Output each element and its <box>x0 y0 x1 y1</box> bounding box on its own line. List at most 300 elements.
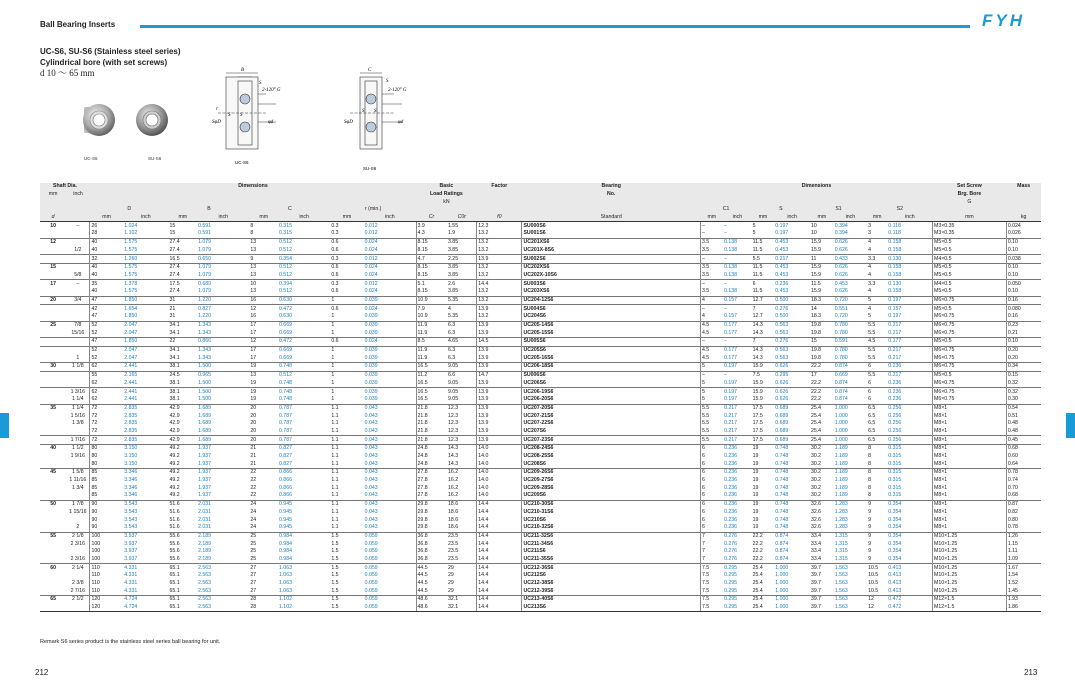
table-cell: 18.3 <box>810 313 822 320</box>
table-cell: 6 <box>867 363 887 372</box>
table-cell: 4 <box>447 305 477 313</box>
table-cell: 4.5 <box>700 329 723 337</box>
table-cell: 3.937 <box>124 540 138 547</box>
table-cell: 47 <box>90 338 123 347</box>
table-cell: 33.4 <box>810 548 822 555</box>
table-cell: 5 <box>700 388 723 396</box>
bearing-photos <box>82 101 182 153</box>
hdr-setscrew: Set Screw <box>933 183 1007 191</box>
table-cell: 3.9 <box>416 222 447 230</box>
table-cell: 62 <box>90 380 123 388</box>
uc-s6-drawing <box>210 66 310 166</box>
table-cell: 1.283 <box>834 524 848 531</box>
table-cell: 7.5 <box>700 596 723 604</box>
table-cell <box>66 338 90 347</box>
table-cell: M8×1 <box>933 453 1007 461</box>
table-cell: 0.413 <box>888 580 902 587</box>
hdr-D: D <box>90 206 169 214</box>
table-row <box>40 255 1041 264</box>
table-cell: 8 <box>249 222 278 230</box>
table-cell: 30.2 <box>810 469 834 477</box>
table-cell: 15.9 <box>752 363 775 372</box>
table-cell: 0.866 <box>278 492 292 499</box>
table-cell: 1.563 <box>834 572 848 579</box>
table-cell: M8×1 <box>933 524 1007 532</box>
table-cell: 0.024 <box>364 305 416 313</box>
table-cell: 0.059 <box>364 596 416 604</box>
table-cell: 1 <box>331 354 335 361</box>
table-cell: 0.039 <box>364 396 378 403</box>
table-cell: 0.158 <box>888 271 902 278</box>
table-cell: 0.236 <box>724 508 738 515</box>
table-cell: 72 <box>90 436 123 445</box>
hdr-brg: Brg. Bore <box>933 191 1007 199</box>
bearing-number: UC201XS6 <box>522 238 701 246</box>
hdr-cr: Cr <box>416 214 447 222</box>
table-cell: 1.283 <box>834 516 848 523</box>
table-row <box>40 313 1041 321</box>
bearing-number: UC205-16S6 <box>522 354 701 362</box>
bearing-number: UC202XS6 <box>522 263 701 271</box>
table-cell: 12.7 <box>752 296 775 305</box>
table-cell: 55.6 <box>169 540 180 547</box>
table-cell: 13.9 <box>477 396 522 404</box>
table-cell: 25 <box>250 548 257 555</box>
bearing-number: UC206-18S6 <box>522 363 701 372</box>
table-cell: 0.512 <box>278 371 330 379</box>
table-cell: 1 <box>331 329 335 336</box>
table-cell: 0.80 <box>1006 516 1041 524</box>
table-cell: 1.689 <box>197 436 249 445</box>
table-cell: 16.2 <box>447 492 459 499</box>
table-cell: 55.6 <box>169 555 180 562</box>
table-cell: 0.217 <box>724 427 738 434</box>
table-cell: 15 <box>169 230 176 237</box>
table-cell: 1.937 <box>197 445 249 453</box>
table-cell: 1.1 <box>331 453 339 460</box>
table-cell: 1.189 <box>834 460 848 467</box>
table-cell: M8×1 <box>933 436 1007 445</box>
table-cell: 100 <box>90 548 123 556</box>
table-cell: 4.724 <box>123 604 168 612</box>
table-cell: 2.835 <box>124 420 138 427</box>
table-cell: 27.8 <box>416 477 447 485</box>
table-cell: 1.937 <box>198 460 212 467</box>
table-cell: 1.315 <box>834 555 848 562</box>
table-row <box>40 305 1041 313</box>
table-cell: 18.3 <box>810 296 834 305</box>
table-cell: 13 <box>250 246 257 253</box>
table-cell: 2.835 <box>123 404 168 412</box>
table-cell: 0.197 <box>775 230 789 237</box>
hdr-c0r: C0r <box>447 214 477 222</box>
table-cell: 0.354 <box>888 508 902 515</box>
table-cell: 2.031 <box>198 524 212 531</box>
table-cell: 0.15 <box>1006 371 1041 379</box>
table-cell: 19.8 <box>810 321 834 329</box>
table-cell: 35 <box>90 280 123 288</box>
table-cell: M8×1 <box>933 404 1007 412</box>
table-cell: 1.575 <box>124 246 138 253</box>
table-cell: 3.346 <box>123 469 168 477</box>
table-cell: 0.059 <box>364 564 416 572</box>
hdr-mass: Mass <box>1006 183 1041 191</box>
table-row <box>40 469 1041 477</box>
table-cell: 1.000 <box>774 596 810 604</box>
table-cell: 5.1 <box>416 280 447 288</box>
table-cell <box>40 396 66 404</box>
table-row <box>40 484 1041 492</box>
table-row <box>40 230 1041 238</box>
uc-s6-photo <box>83 104 115 136</box>
table-cell: 0.059 <box>364 580 378 587</box>
table-cell: 2.563 <box>197 596 249 604</box>
table-cell: 90 <box>90 524 123 532</box>
table-row <box>40 363 1041 372</box>
table-cell: 0.217 <box>888 329 902 336</box>
table-cell: 8.15 <box>416 247 447 255</box>
table-cell: 0.024 <box>364 338 416 347</box>
dim-angle-su: 2-120° G <box>388 88 407 93</box>
table-cell: 48.6 <box>416 604 447 612</box>
table-cell: M4×0.5 <box>933 280 1007 288</box>
table-cell: M10×1.25 <box>933 580 1007 588</box>
table-cell <box>40 371 66 379</box>
table-cell: 1.937 <box>198 484 212 491</box>
table-cell: 72 <box>90 404 123 412</box>
table-cell: 0.236 <box>774 280 810 288</box>
table-cell: 9 <box>868 548 871 555</box>
table-cell: M8×1 <box>933 500 1007 508</box>
table-cell: 72 <box>90 420 123 428</box>
table-cell: 5/8 <box>74 271 82 278</box>
table-cell: 1 3/8 <box>72 420 84 427</box>
table-cell: 25 <box>40 321 66 329</box>
table-cell: 8.15 <box>416 288 447 296</box>
table-cell: 23.5 <box>447 548 459 555</box>
table-cell: M12×1.5 <box>933 604 1007 612</box>
table-cell: 13.9 <box>477 305 522 313</box>
table-cell: 55 <box>40 532 66 540</box>
table-cell: 24 <box>250 524 257 531</box>
table-cell: 2.031 <box>197 500 249 508</box>
table-cell: 2.563 <box>198 572 212 579</box>
table-cell: 7 <box>752 305 775 313</box>
table-cell: 40 <box>90 247 123 255</box>
table-cell: 3.5 <box>700 238 723 246</box>
bearing-number: UC206S6 <box>522 380 701 388</box>
hdr-shaft: Shaft Dia. <box>40 183 90 191</box>
table-cell: 25.4 <box>810 427 822 434</box>
table-cell: 1.575 <box>123 263 168 271</box>
table-cell: 0.315 <box>888 460 902 467</box>
table-cell: 3.346 <box>124 484 138 491</box>
table-cell: 6.5 <box>868 427 876 434</box>
table-cell: 29.8 <box>416 516 447 524</box>
table-cell: 2.047 <box>123 321 168 329</box>
table-cell: 85 <box>90 484 123 492</box>
table-cell: 2.165 <box>123 371 168 379</box>
table-cell: 0.626 <box>834 238 867 246</box>
table-cell: 3.85 <box>447 246 459 253</box>
table-cell: 13.2 <box>477 288 522 296</box>
table-cell: – <box>700 371 723 379</box>
table-cell: 36.8 <box>416 556 447 564</box>
table-cell: 1.1 <box>331 427 339 434</box>
table-cell: 13.9 <box>477 363 522 372</box>
table-cell: 16.5 <box>416 388 447 396</box>
table-row <box>40 436 1041 445</box>
table-cell: 30.2 <box>810 484 822 491</box>
table-cell: 4 <box>868 271 871 278</box>
table-cell: 1.063 <box>278 564 330 572</box>
table-cell <box>40 428 66 436</box>
table-cell: 13.9 <box>477 436 522 445</box>
table-cell <box>40 580 66 588</box>
table-cell: 1.1 <box>330 469 363 477</box>
table-cell: 0.130 <box>887 255 932 264</box>
table-cell: 30 <box>40 363 66 372</box>
table-cell: 9 <box>868 540 871 547</box>
table-cell: 0.748 <box>278 379 292 386</box>
table-cell: 90 <box>90 516 123 524</box>
table-cell: 24 <box>249 500 278 508</box>
table-cell <box>40 380 66 388</box>
table-row <box>40 477 1041 485</box>
table-cell: 0.394 <box>278 280 330 288</box>
table-cell: 0.043 <box>364 445 416 453</box>
table-cell: 0.70 <box>1006 484 1041 492</box>
table-row <box>40 453 1041 461</box>
table-cell: 1.86 <box>1006 604 1041 612</box>
dim-SD: SφD <box>212 120 221 125</box>
table-cell: 22.2 <box>810 396 822 403</box>
table-cell: 0.6 <box>330 305 363 313</box>
table-cell: 4 <box>867 263 887 271</box>
table-cell: 0.217 <box>723 404 752 412</box>
table-cell: 11.9 <box>416 321 447 329</box>
bearing-number: UC212-36S6 <box>522 564 701 572</box>
bearing-number: UC209S6 <box>522 492 701 500</box>
table-cell: 3.3 <box>867 280 887 288</box>
table-cell: 15.9 <box>752 379 763 386</box>
table-cell <box>40 329 66 337</box>
table-cell: 5.5 <box>700 420 723 428</box>
table-cell: 0.236 <box>724 524 738 531</box>
table-cell: 1 9/16 <box>70 453 86 460</box>
table-cell: 0.043 <box>364 412 378 419</box>
table-cell: 6 <box>868 379 871 386</box>
table-cell: 19 <box>752 500 775 508</box>
table-row <box>40 396 1041 404</box>
table-cell: 0.10 <box>1006 247 1041 255</box>
table-row <box>40 288 1041 296</box>
table-cell: 0.080 <box>1006 305 1041 313</box>
table-cell: 0.236 <box>723 500 752 508</box>
table-cell: M10×1.25 <box>933 556 1007 564</box>
hdr-dimensions-2: Dimensions <box>700 183 932 191</box>
table-cell: 0.874 <box>775 540 789 547</box>
table-cell: 0.197 <box>724 379 738 386</box>
table-cell: 0.197 <box>724 396 738 403</box>
table-cell: 1.5 <box>331 548 339 555</box>
table-cell: 1.079 <box>197 238 249 246</box>
table-cell: 0.650 <box>197 255 249 264</box>
hdr-basic: Basic <box>416 183 477 191</box>
table-row <box>40 247 1041 255</box>
table-cell: 8 <box>867 445 887 453</box>
table-cell: 6 <box>700 477 723 485</box>
table-cell: 0.024 <box>364 263 416 271</box>
table-cell: 3/4 <box>66 296 90 305</box>
table-cell: 7 <box>752 338 775 347</box>
table-cell: 0.748 <box>774 469 810 477</box>
table-cell: 14.3 <box>752 321 775 329</box>
table-row <box>40 564 1041 572</box>
table-cell: 1.1 <box>331 460 339 467</box>
table-cell: 0.138 <box>724 246 738 253</box>
table-cell: 65.1 <box>169 580 180 587</box>
table-cell: 21 <box>250 453 257 460</box>
bearing-number: UC211-35S6 <box>522 556 701 564</box>
table-cell: 3 <box>868 230 871 237</box>
table-cell: 0.748 <box>775 453 789 460</box>
table-cell <box>66 572 90 580</box>
table-cell: M8×1 <box>933 484 1007 492</box>
table-cell: 1 <box>331 379 335 386</box>
table-cell: 0.669 <box>278 346 330 354</box>
table-cell: 7.9 <box>416 305 447 313</box>
table-cell: 0.866 <box>278 469 330 477</box>
table-cell: 1.54 <box>1006 572 1041 580</box>
table-cell: 0.433 <box>834 255 867 264</box>
table-cell: 36.8 <box>416 532 447 540</box>
table-cell: 0.158 <box>888 246 902 253</box>
table-cell: 52 <box>90 354 123 362</box>
table-cell: 49.2 <box>169 477 180 484</box>
table-cell: 9.05 <box>447 396 459 403</box>
table-cell: 2 3/16 <box>70 555 86 562</box>
table-cell: 7 <box>700 540 723 548</box>
table-cell: 0.626 <box>775 396 789 403</box>
table-cell: 25.4 <box>752 604 775 612</box>
table-cell: 19 <box>752 516 759 523</box>
table-cell: 3.5 <box>700 288 723 296</box>
table-cell: 1.000 <box>834 427 848 434</box>
table-cell: 62 <box>90 363 123 372</box>
table-cell: 15 <box>810 338 834 347</box>
table-cell: 13.9 <box>477 420 522 428</box>
table-cell: 6.5 <box>868 420 876 427</box>
table-cell: 0.472 <box>887 604 932 612</box>
remark-note: Remark S6 series product is the stainless steel series ball bearing for unit. <box>40 639 221 645</box>
table-cell: 0.197 <box>887 296 932 305</box>
table-cell: 2.031 <box>198 516 212 523</box>
table-cell: 9 <box>249 255 278 264</box>
bearing-number: UC207-22S6 <box>522 420 701 428</box>
table-cell: 0.236 <box>887 363 932 372</box>
table-cell: 10 <box>40 222 66 230</box>
table-cell: 85 <box>90 469 123 477</box>
table-cell: 49.2 <box>169 445 198 453</box>
table-cell: 1.93 <box>1006 596 1041 604</box>
table-cell: – <box>724 230 727 237</box>
table-cell: 25 <box>250 540 257 547</box>
table-cell: 27.8 <box>416 492 447 500</box>
table-cell: 2.563 <box>197 604 249 612</box>
table-cell: 0.217 <box>723 436 752 445</box>
table-row <box>40 572 1041 580</box>
su-s6-drawing <box>338 66 438 172</box>
table-row <box>40 329 1041 337</box>
table-cell: 13.9 <box>477 329 522 337</box>
table-cell: 0.34 <box>1006 363 1041 372</box>
table-cell: 22.2 <box>810 379 822 386</box>
table-cell: 14.0 <box>477 460 522 468</box>
table-cell: 14.4 <box>477 596 522 604</box>
bearing-number: SU003S6 <box>522 280 701 288</box>
hdr-S: S <box>752 206 810 214</box>
table-cell: 1.1 <box>331 524 339 531</box>
table-cell: 13.9 <box>477 388 522 396</box>
table-cell: 0.16 <box>1006 313 1041 321</box>
table-cell: 0.591 <box>198 230 212 237</box>
table-cell: 1.500 <box>198 379 212 386</box>
table-cell: 0.039 <box>364 371 416 379</box>
table-cell: 13 <box>250 271 257 278</box>
table-cell <box>40 587 66 595</box>
table-cell: 120 <box>90 604 123 612</box>
table-cell: 8 <box>868 484 871 491</box>
table-cell: 0.157 <box>887 305 932 313</box>
table-cell: 0.453 <box>774 263 810 271</box>
table-cell: 1.000 <box>834 436 867 445</box>
table-row <box>40 296 1041 305</box>
table-cell: 5 <box>752 230 756 237</box>
table-cell: 4 <box>700 296 723 305</box>
table-cell: 14.4 <box>477 532 522 540</box>
bearing-number: UC210-30S6 <box>522 500 701 508</box>
table-cell: 3.543 <box>124 524 138 531</box>
table-cell: 1 15/16 <box>69 508 87 515</box>
table-cell <box>40 255 66 264</box>
table-cell: 1.1 <box>331 516 339 523</box>
table-cell: 13.2 <box>477 296 522 305</box>
table-cell: 49.2 <box>169 460 180 467</box>
table-cell: 62 <box>90 388 123 396</box>
table-cell: 24.5 <box>169 371 198 379</box>
table-cell: 1.45 <box>1006 587 1041 595</box>
table-cell: 0.039 <box>364 329 378 336</box>
table-cell: 1.15 <box>1006 540 1041 548</box>
table-cell: 39.7 <box>810 587 822 594</box>
table-cell: 1.1 <box>331 484 339 491</box>
table-cell: 40 <box>90 263 123 271</box>
table-cell: 4 <box>868 288 871 295</box>
table-cell: 0.039 <box>364 296 416 305</box>
table-cell: 21.8 <box>416 404 447 412</box>
table-cell: 14.0 <box>477 477 522 485</box>
table-cell: 3.85 <box>447 288 459 295</box>
table-cell: 42.9 <box>169 404 198 412</box>
table-cell: 44.5 <box>416 587 447 595</box>
table-cell: 0.276 <box>724 555 738 562</box>
table-cell: 15.9 <box>810 263 834 271</box>
table-cell: 5.5 <box>752 255 775 264</box>
table-cell: 13.2 <box>477 230 522 238</box>
table-cell: 3.543 <box>124 516 138 523</box>
table-cell: 6 <box>700 524 723 532</box>
